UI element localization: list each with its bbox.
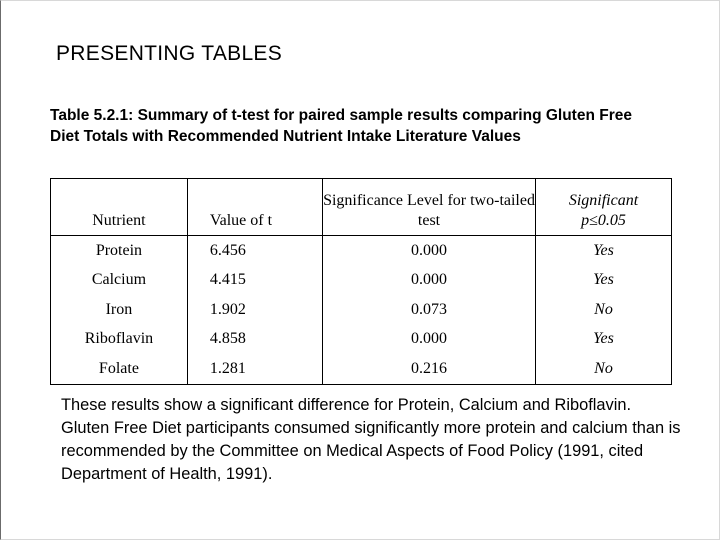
header-significance-level: Significance Level for two-tailed test — [323, 179, 536, 236]
cell-value-of-t: 1.902 — [187, 295, 322, 325]
cell-significance: 0.000 — [323, 266, 536, 296]
table-row — [51, 295, 672, 325]
header-value-of-t: Value of t — [187, 179, 322, 236]
cell-significance: 0.000 — [323, 325, 536, 355]
cell-significance: 0.073 — [323, 295, 536, 325]
t-test-results-table — [50, 178, 672, 385]
cell-nutrient: Calcium — [51, 266, 188, 296]
cell-nutrient: Folate — [51, 354, 188, 384]
header-significant-threshold: p≤0.05 — [581, 212, 626, 229]
cell-significant: Yes — [535, 325, 671, 355]
cell-value-of-t: 4.858 — [187, 325, 322, 355]
cell-significant: No — [535, 295, 671, 325]
cell-significant: No — [535, 354, 671, 384]
table-caption: Table 5.2.1: Summary of t-test for paired sample results comparing Gluten Free Diet Totals with Recommended Nutrient Intake Literature Values — [50, 107, 632, 145]
table-header-row — [51, 179, 672, 236]
table-row — [51, 236, 672, 266]
header-significant-label: Significant — [568, 192, 639, 209]
cell-value-of-t: 4.415 — [187, 266, 322, 296]
cell-significant: Yes — [535, 236, 671, 266]
cell-nutrient: Protein — [51, 236, 188, 266]
table-row — [51, 266, 672, 296]
slide-title: PRESENTING TABLES — [56, 42, 283, 65]
cell-value-of-t: 1.281 — [187, 354, 322, 384]
table-row — [51, 325, 672, 355]
table-row — [51, 354, 672, 384]
cell-significance: 0.216 — [323, 354, 536, 384]
header-nutrient: Nutrient — [51, 179, 188, 236]
results-paragraph: These results show a significant difference for Protein, Calcium and Riboflavin. Gluten Free Diet participants consumed significantly more protein and calcium than is recommended by the Committee on Medical Aspects of Food Policy (1991, cited Department of Health, 1991). — [61, 396, 681, 483]
cell-nutrient: Riboflavin — [51, 325, 188, 355]
cell-value-of-t: 6.456 — [187, 236, 322, 266]
cell-significance: 0.000 — [323, 236, 536, 266]
cell-nutrient: Iron — [51, 295, 188, 325]
header-significant — [535, 179, 671, 236]
cell-significant: Yes — [535, 266, 671, 296]
